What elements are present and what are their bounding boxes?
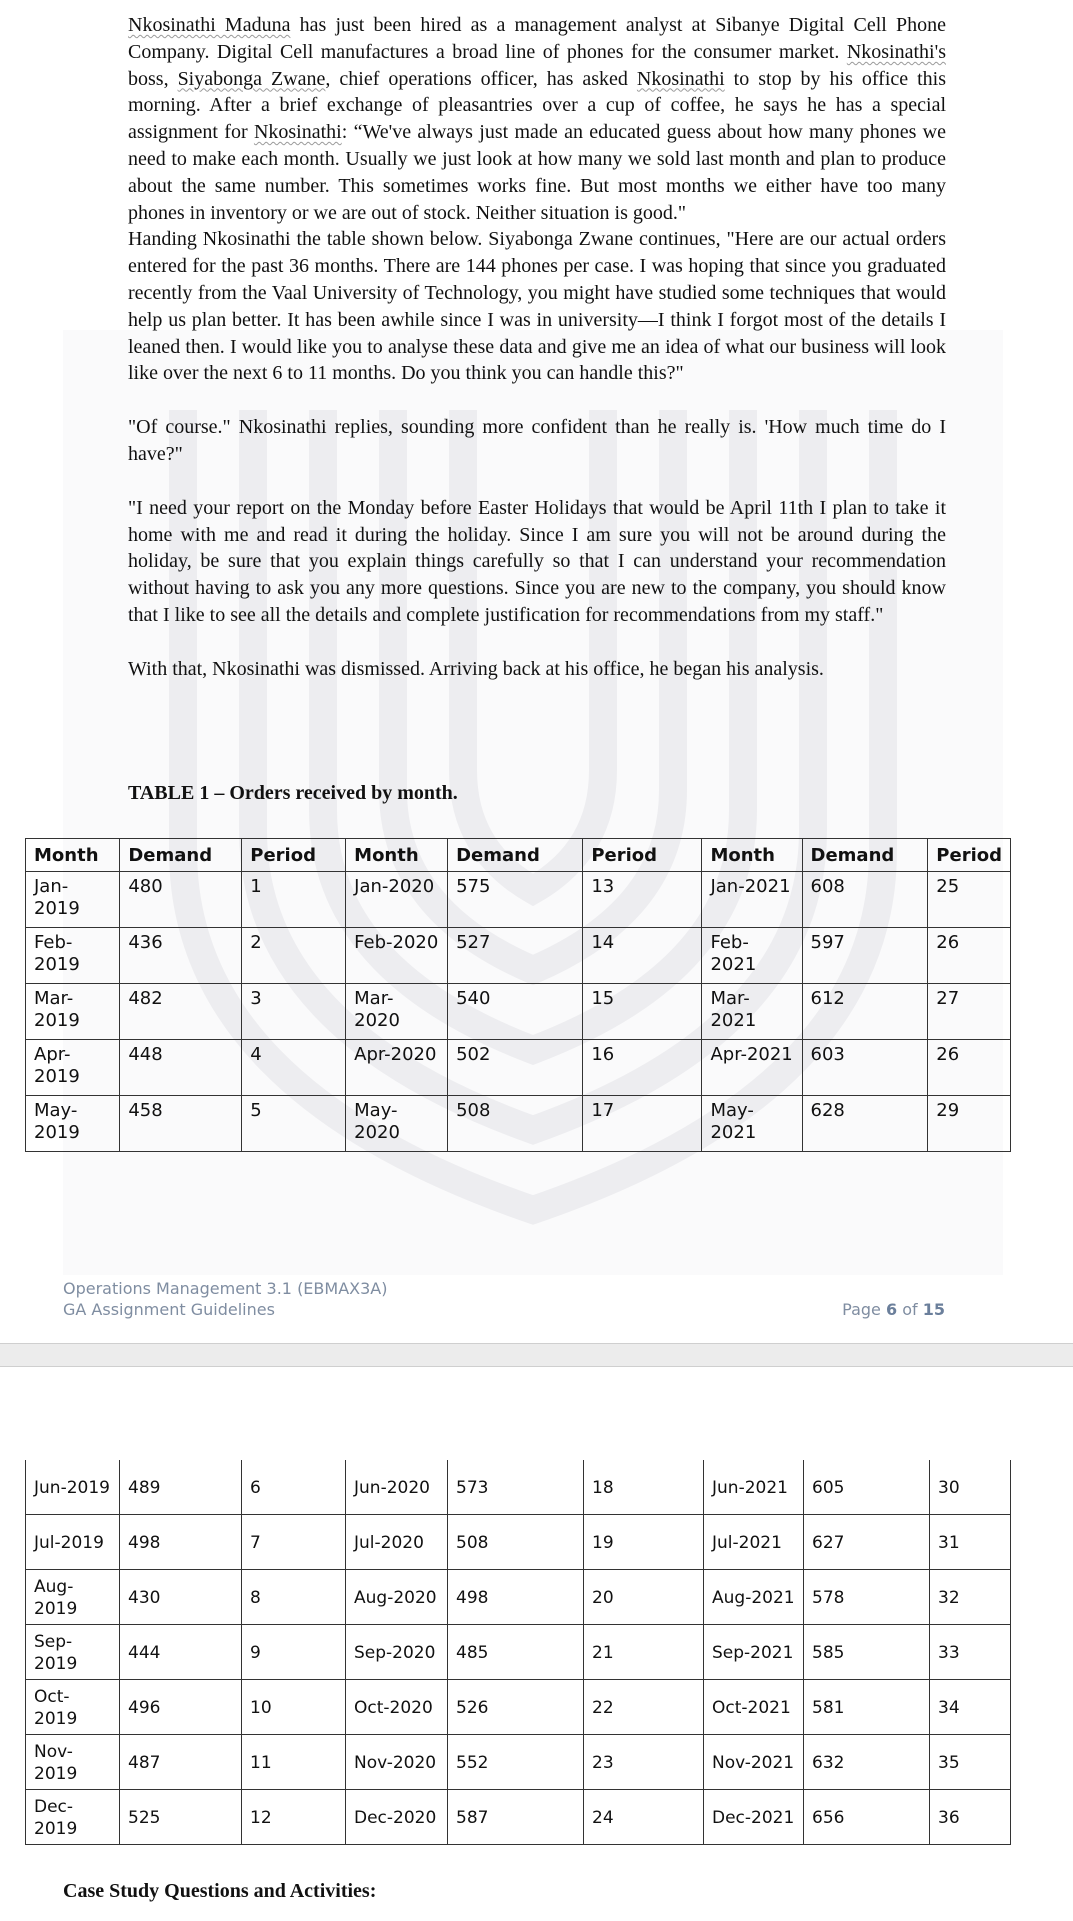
cell-demand: 581 bbox=[804, 1680, 930, 1735]
cell-month: Sep-2019 bbox=[26, 1625, 120, 1680]
cell-demand: 575 bbox=[448, 872, 583, 928]
cell-demand: 489 bbox=[120, 1460, 242, 1515]
cell-month: Dec-2021 bbox=[704, 1790, 804, 1845]
cell-period: 29 bbox=[928, 1096, 1011, 1152]
cell-month: Aug-2019 bbox=[26, 1570, 120, 1625]
cell-month: Jul-2020 bbox=[346, 1515, 448, 1570]
cell-period: 36 bbox=[930, 1790, 1011, 1845]
header-month-2: Month bbox=[346, 839, 448, 872]
cell-period: 5 bbox=[242, 1096, 346, 1152]
cell-demand: 525 bbox=[120, 1790, 242, 1845]
page-of: of bbox=[902, 1300, 918, 1319]
cell-demand: 578 bbox=[804, 1570, 930, 1625]
table-row bbox=[26, 1735, 1011, 1790]
cell-period: 13 bbox=[583, 872, 702, 928]
cell-demand: 597 bbox=[802, 928, 928, 984]
header-demand-3: Demand bbox=[802, 839, 928, 872]
cell-period: 3 bbox=[242, 984, 346, 1040]
cell-period: 30 bbox=[930, 1460, 1011, 1515]
cell-period: 25 bbox=[928, 872, 1011, 928]
page-footer bbox=[63, 1278, 387, 1320]
cell-period: 7 bbox=[242, 1515, 346, 1570]
cell-month: Jun-2020 bbox=[346, 1460, 448, 1515]
cell-month: May-2019 bbox=[26, 1096, 120, 1152]
cell-demand: 526 bbox=[448, 1680, 584, 1735]
table-row bbox=[26, 928, 1011, 984]
header-month-3: Month bbox=[702, 839, 802, 872]
intro-text-5: : “We've always just made an educated guess about how many phones we need to make each month. Usually we just look at how many we sold last month and plan to produce about the same number. This sometimes works fine. But most months we either have too many phones in inventory or we are out of stock. Neither situation is good." bbox=[128, 121, 946, 224]
table-row bbox=[26, 1040, 1011, 1096]
cell-month: May-2020 bbox=[346, 1096, 448, 1152]
cell-period: 26 bbox=[928, 928, 1011, 984]
cell-month: Jun-2019 bbox=[26, 1460, 120, 1515]
paragraph-intro bbox=[128, 12, 946, 226]
cell-month: Aug-2021 bbox=[704, 1570, 804, 1625]
cell-month: Jan-2020 bbox=[346, 872, 448, 928]
paragraph-of-course: "Of course." Nkosinathi replies, sounding more confident than he really is. 'How much time do I have?" bbox=[128, 416, 946, 465]
cell-month: Oct-2020 bbox=[346, 1680, 448, 1735]
cell-month: Sep-2020 bbox=[346, 1625, 448, 1680]
page-label: Page bbox=[842, 1300, 881, 1319]
cell-month: Feb-2019 bbox=[26, 928, 120, 984]
table-row bbox=[26, 1515, 1011, 1570]
name-nkosinathi: Nkosinathi bbox=[636, 67, 725, 90]
cell-month: May-2021 bbox=[702, 1096, 802, 1152]
cell-period: 24 bbox=[584, 1790, 704, 1845]
cell-period: 26 bbox=[928, 1040, 1011, 1096]
cell-period: 19 bbox=[584, 1515, 704, 1570]
footer-guidelines: GA Assignment Guidelines bbox=[63, 1300, 275, 1319]
cell-month: Oct-2021 bbox=[704, 1680, 804, 1735]
cell-month: Apr-2021 bbox=[702, 1040, 802, 1096]
cell-period: 12 bbox=[242, 1790, 346, 1845]
header-month-1: Month bbox=[26, 839, 120, 872]
cell-month: Aug-2020 bbox=[346, 1570, 448, 1625]
table-row bbox=[26, 1625, 1011, 1680]
cell-demand: 612 bbox=[802, 984, 928, 1040]
cell-month: Jul-2021 bbox=[704, 1515, 804, 1570]
cell-period: 35 bbox=[930, 1735, 1011, 1790]
cell-demand: 480 bbox=[120, 872, 242, 928]
cell-demand: 527 bbox=[448, 928, 583, 984]
header-period-3: Period bbox=[928, 839, 1011, 872]
cell-demand: 458 bbox=[120, 1096, 242, 1152]
page-total: 15 bbox=[922, 1300, 945, 1319]
cell-demand: 482 bbox=[120, 984, 242, 1040]
cell-period: 2 bbox=[242, 928, 346, 984]
cell-period: 21 bbox=[584, 1625, 704, 1680]
cell-demand: 508 bbox=[448, 1096, 583, 1152]
paragraph-report-deadline: "I need your report on the Monday before Easter Holidays that would be April 11th I plan to take it home with me and read it during the holiday. Since I am sure you will not be around during the holiday, be sure that you explain things carefully so that I can understand your recommendation without having to ask you any more questions. Since you are new to the company, you should know that I like to see all the details and complete justification for recommendations from my staff." bbox=[128, 496, 946, 626]
cell-month: Jul-2019 bbox=[26, 1515, 120, 1570]
page-number bbox=[842, 1300, 945, 1319]
cell-demand: 430 bbox=[120, 1570, 242, 1625]
cell-demand: 540 bbox=[448, 984, 583, 1040]
table-row bbox=[26, 1460, 1011, 1515]
cell-demand: 444 bbox=[120, 1625, 242, 1680]
table-row bbox=[26, 872, 1011, 928]
cell-period: 14 bbox=[583, 928, 702, 984]
cell-period: 32 bbox=[930, 1570, 1011, 1625]
cell-month: Mar-2019 bbox=[26, 984, 120, 1040]
cell-period: 11 bbox=[242, 1735, 346, 1790]
cell-period: 1 bbox=[242, 872, 346, 928]
cell-month: Mar-2020 bbox=[346, 984, 448, 1040]
cell-month: Feb-2020 bbox=[346, 928, 448, 984]
cell-demand: 608 bbox=[802, 872, 928, 928]
table-row bbox=[26, 1680, 1011, 1735]
cell-month: Nov-2020 bbox=[346, 1735, 448, 1790]
cell-demand: 436 bbox=[120, 928, 242, 984]
header-period-1: Period bbox=[242, 839, 346, 872]
cell-demand: 496 bbox=[120, 1680, 242, 1735]
cell-demand: 628 bbox=[802, 1096, 928, 1152]
name-siyabonga-zwane: Siyabonga Zwane bbox=[177, 67, 326, 90]
cell-demand: 587 bbox=[448, 1790, 584, 1845]
cell-month: Jun-2021 bbox=[704, 1460, 804, 1515]
table-row bbox=[26, 984, 1011, 1040]
cell-demand: 656 bbox=[804, 1790, 930, 1845]
cell-demand: 605 bbox=[804, 1460, 930, 1515]
cell-period: 22 bbox=[584, 1680, 704, 1735]
cell-demand: 552 bbox=[448, 1735, 584, 1790]
intro-text-1: has just been hired as a management analyst at Sibanye Digital Cell Phone Company. Digital Cell manufactures a broad line of phones for the consumer market. bbox=[128, 14, 946, 63]
name-nkosinathis: Nkosinathi's bbox=[846, 40, 946, 63]
intro-text-2: boss, bbox=[128, 67, 178, 90]
cell-period: 6 bbox=[242, 1460, 346, 1515]
name-nkosinathi-maduna: Nkosinathi Maduna bbox=[128, 14, 291, 36]
cell-month: Apr-2020 bbox=[346, 1040, 448, 1096]
cell-demand: 502 bbox=[448, 1040, 583, 1096]
case-study-text bbox=[128, 12, 946, 683]
cell-demand: 498 bbox=[120, 1515, 242, 1570]
cell-month: Mar-2021 bbox=[702, 984, 802, 1040]
cell-month: Dec-2020 bbox=[346, 1790, 448, 1845]
cell-month: Jan-2019 bbox=[26, 872, 120, 928]
cell-period: 31 bbox=[930, 1515, 1011, 1570]
cell-period: 23 bbox=[584, 1735, 704, 1790]
intro-text-3: , chief operations officer, has asked bbox=[325, 67, 637, 90]
cell-demand: 487 bbox=[120, 1735, 242, 1790]
orders-table-part-1 bbox=[25, 838, 1011, 1152]
cell-period: 17 bbox=[583, 1096, 702, 1152]
cell-month: Sep-2021 bbox=[704, 1625, 804, 1680]
cell-period: 34 bbox=[930, 1680, 1011, 1735]
cell-month: Nov-2021 bbox=[704, 1735, 804, 1790]
cell-demand: 585 bbox=[804, 1625, 930, 1680]
cell-period: 33 bbox=[930, 1625, 1011, 1680]
footer-course: Operations Management 3.1 (EBMAX3A) bbox=[63, 1279, 388, 1298]
cell-demand: 603 bbox=[802, 1040, 928, 1096]
cell-demand: 508 bbox=[448, 1515, 584, 1570]
cell-period: 4 bbox=[242, 1040, 346, 1096]
table-row bbox=[26, 1570, 1011, 1625]
header-period-2: Period bbox=[583, 839, 702, 872]
orders-table-part-2 bbox=[25, 1460, 1011, 1845]
cell-period: 10 bbox=[242, 1680, 346, 1735]
table-header-row bbox=[26, 839, 1011, 872]
cell-month: Oct-2019 bbox=[26, 1680, 120, 1735]
intro-text-4: to stop by his office this morning. After a brief exchange of pleasantries over a cup of coffee, he says he has a special assignment for bbox=[128, 67, 947, 144]
name-nkosinathi-2: Nkosinathi bbox=[253, 121, 342, 144]
cell-period: 15 bbox=[583, 984, 702, 1040]
cell-demand: 485 bbox=[448, 1625, 584, 1680]
header-demand-2: Demand bbox=[448, 839, 583, 872]
cell-demand: 632 bbox=[804, 1735, 930, 1790]
paragraph-dismissed: With that, Nkosinathi was dismissed. Arriving back at his office, he began his analysis. bbox=[128, 657, 824, 680]
cell-period: 27 bbox=[928, 984, 1011, 1040]
page-current: 6 bbox=[885, 1300, 898, 1319]
cell-demand: 498 bbox=[448, 1570, 584, 1625]
section-heading-questions: Case Study Questions and Activities: bbox=[63, 1880, 377, 1902]
cell-period: 18 bbox=[584, 1460, 704, 1515]
table-row bbox=[26, 1096, 1011, 1152]
cell-period: 9 bbox=[242, 1625, 346, 1680]
cell-demand: 627 bbox=[804, 1515, 930, 1570]
cell-period: 16 bbox=[583, 1040, 702, 1096]
cell-month: Dec-2019 bbox=[26, 1790, 120, 1845]
paragraph-handing-table: Handing Nkosinathi the table shown below. Siyabonga Zwane continues, "Here are our actual orders entered for the past 36 months. There are 144 phones per case. I was hoping that since you graduated recently from the Vaal University of Technology, you might have studied some techniques that would help us plan better. It has been awhile since I was in university—I think I forgot most of the details I leaned then. I would like you to analyse these data and give me an idea of what our business will look like over the next 6 to 11 months. Do you think you can handle this?" bbox=[128, 228, 946, 385]
cell-month: Jan-2021 bbox=[702, 872, 802, 928]
cell-month: Apr-2019 bbox=[26, 1040, 120, 1096]
table-row bbox=[26, 1790, 1011, 1845]
cell-month: Feb-2021 bbox=[702, 928, 802, 984]
cell-demand: 448 bbox=[120, 1040, 242, 1096]
cell-period: 8 bbox=[242, 1570, 346, 1625]
table-caption: TABLE 1 – Orders received by month. bbox=[128, 782, 458, 804]
cell-month: Nov-2019 bbox=[26, 1735, 120, 1790]
header-demand-1: Demand bbox=[120, 839, 242, 872]
cell-period: 20 bbox=[584, 1570, 704, 1625]
cell-demand: 573 bbox=[448, 1460, 584, 1515]
